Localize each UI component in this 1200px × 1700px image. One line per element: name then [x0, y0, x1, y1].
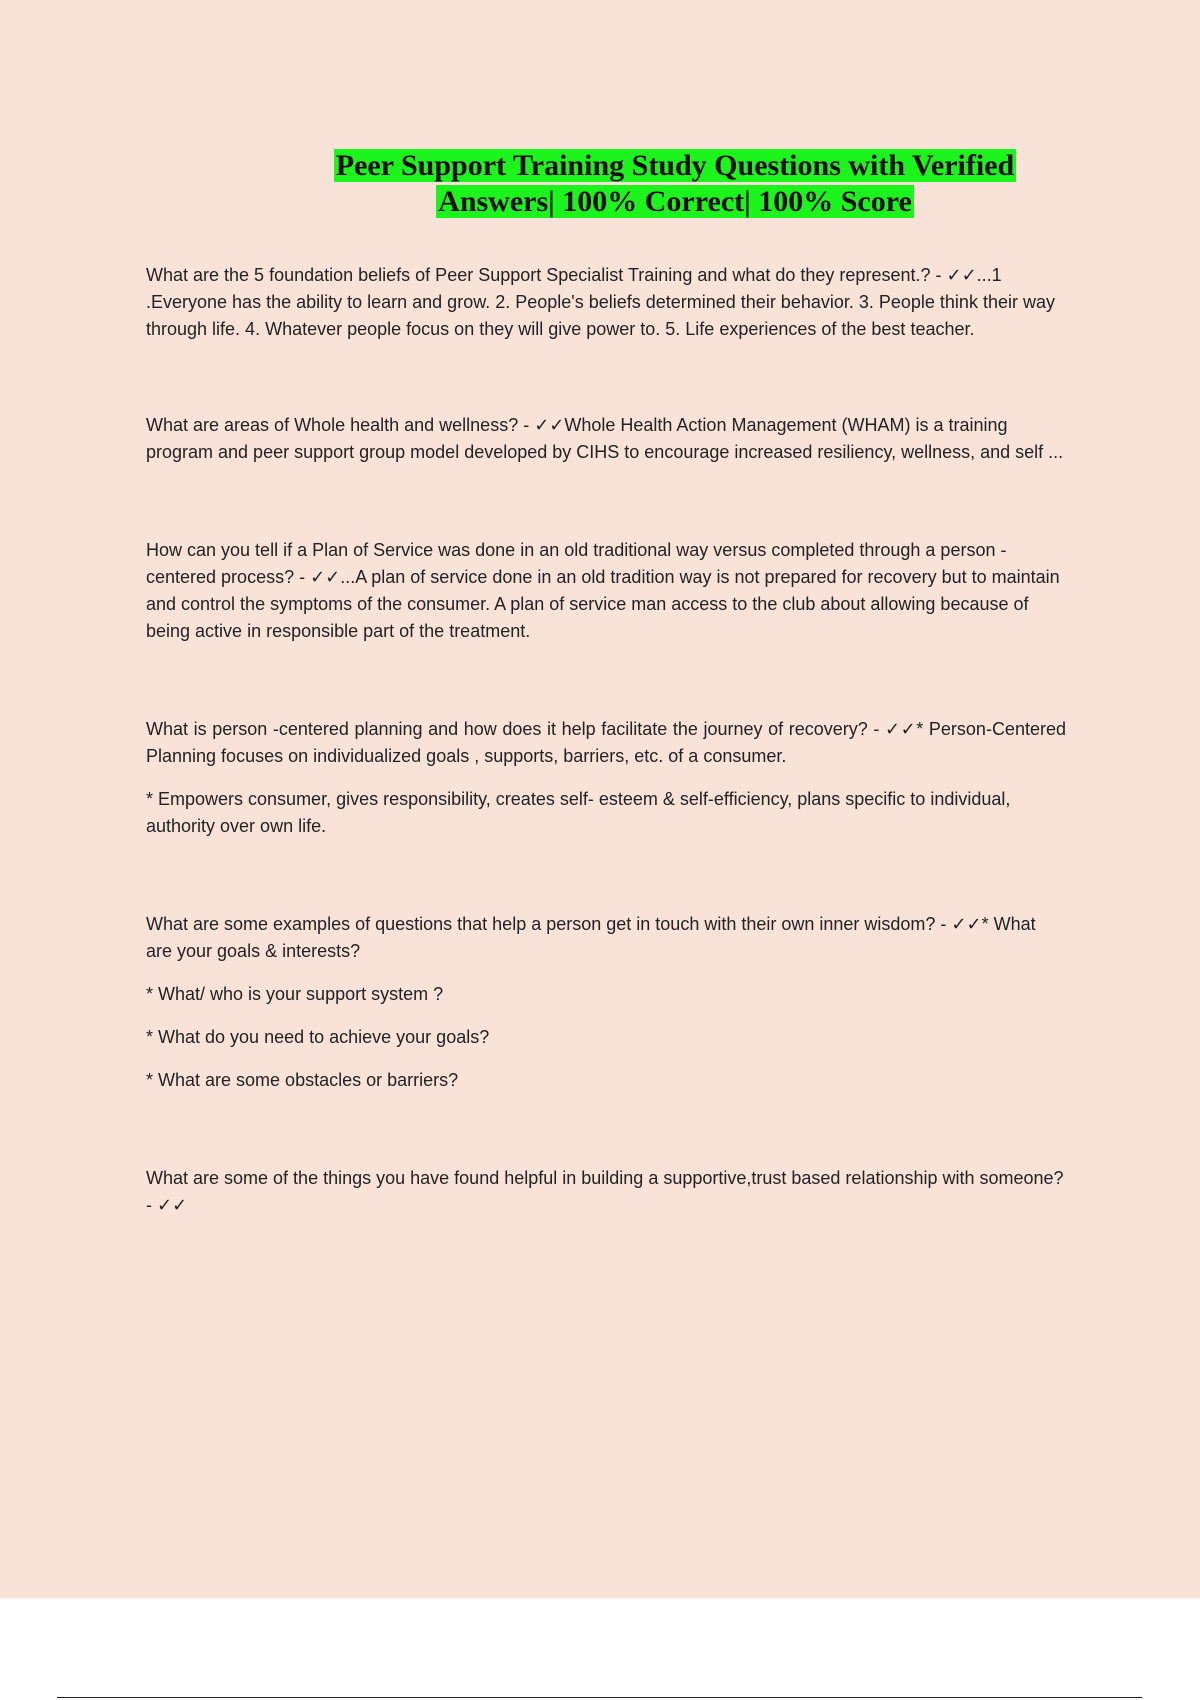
qa-paragraph: * Empowers consumer, gives responsibility, creates self- esteem & self-efficiency, plans specific to individual, authority over own life.	[146, 789, 1011, 836]
qa-list	[146, 262, 1066, 1219]
qa-item-whole-health	[146, 412, 1066, 466]
qa-bullet: * What/ who is your support system ?	[146, 984, 444, 1004]
qa-paragraph: What are some examples of questions that help a person get in touch with their own inner wisdom? - ✓✓* What are your goals & interests?	[146, 914, 1036, 961]
document-title	[0, 148, 1200, 220]
qa-bullet: * What are some obstacles or barriers?	[146, 1070, 459, 1090]
page-bottom-rule	[57, 1697, 1142, 1698]
qa-item-foundation-beliefs	[146, 262, 1066, 343]
title-line-1: Peer Support Training Study Questions with Verified	[335, 149, 1015, 182]
qa-paragraph: What is person -centered planning and how does it help facilitate the journey of recovery? - ✓✓* Person-Centered Planning focuses on individualized goals , supports, barriers, etc. of a consumer.	[146, 719, 1066, 766]
qa-paragraph: How can you tell if a Plan of Service was done in an old traditional way versus completed through a person -centered process? - ✓✓...A plan of service done in an old tradition way is not prepared for recovery but to maintain and control the symptoms of the consumer. A plan of service man access to the club about allowing because of being active in responsible part of the treatment.	[146, 540, 1060, 641]
qa-paragraph: What are areas of Whole health and wellness? - ✓✓Whole Health Action Management (WHAM) is a training program and peer support group model developed by CIHS to encourage increased resiliency, wellness, and self ...	[146, 415, 1064, 462]
qa-paragraph: What are the 5 foundation beliefs of Peer Support Specialist Training and what do they represent.? - ✓✓...1 .Everyone has the ability to learn and grow. 2. People's beliefs determined their behavior. 3. People think their way through life. 4. Whatever people focus on they will give power to. 5. Life experiences of the best teacher.	[146, 265, 1055, 339]
qa-bullet: * What do you need to achieve your goals?	[146, 1027, 490, 1047]
qa-paragraph: What are some of the things you have found helpful in building a supportive,trust based relationship with someone? - ✓✓	[146, 1168, 1064, 1215]
qa-item-person-centered-planning	[146, 716, 1066, 840]
title-line-2: Answers| 100% Correct| 100% Score	[438, 185, 912, 218]
qa-item-plan-of-service	[146, 537, 1066, 645]
qa-item-supportive-relationship	[146, 1165, 1066, 1219]
qa-item-inner-wisdom	[146, 911, 1066, 1094]
